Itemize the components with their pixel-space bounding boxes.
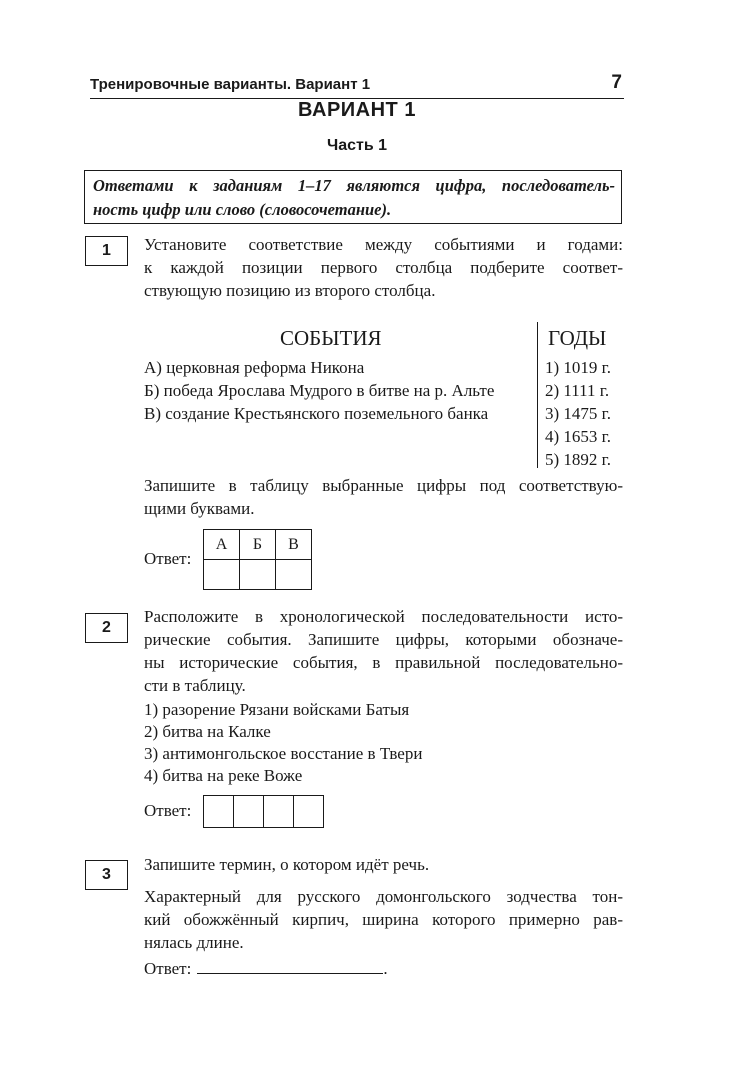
year-item: 2) 1111 г. <box>545 381 610 400</box>
task-number-badge: 2 <box>85 613 128 643</box>
task1-write-line: Запишите в таблицу выбранные цифры под соответствую- <box>144 476 623 495</box>
instruction-line: Ответами к заданиям 1–17 являются цифра, последователь- <box>93 176 615 195</box>
task3-answer-row <box>144 957 388 980</box>
answer-label: Ответ: <box>144 549 192 568</box>
answer-cell[interactable] <box>276 560 312 590</box>
event-item: А) церковная реформа Никона <box>144 358 365 377</box>
events-column-header: СОБЫТИЯ <box>280 326 382 350</box>
part-title: Часть 1 <box>326 137 388 154</box>
answer-label: Ответ: <box>144 801 192 820</box>
task1-write-line: щими буквами. <box>144 499 255 518</box>
task2-question-line: ны исторические события, в правильной последовательно- <box>144 653 623 672</box>
task2-answer-table <box>203 795 324 828</box>
answer-blank-field[interactable] <box>197 957 383 974</box>
task2-item: 3) антимонгольское восстание в Твери <box>144 744 423 763</box>
answer-cell[interactable] <box>294 796 324 828</box>
task1-question-line: ствующую позицию из второго столбца. <box>144 281 436 300</box>
task2-item: 1) разорение Рязани войсками Батыя <box>144 700 410 719</box>
task2-item: 4) битва на реке Воже <box>144 766 303 785</box>
answer-cell[interactable] <box>264 796 294 828</box>
event-item: Б) победа Ярослава Мудрого в битве на р. Альте <box>144 381 495 400</box>
task-number-badge: 3 <box>85 860 128 890</box>
task2-question-line: рические события. Запишите цифры, которыми обозначе- <box>144 630 623 649</box>
task-number-badge: 1 <box>85 236 128 266</box>
task2-item: 2) битва на Калке <box>144 722 271 741</box>
column-divider <box>537 322 538 468</box>
answer-cell[interactable] <box>204 796 234 828</box>
page-header <box>90 72 624 99</box>
table-header-cell: Б <box>240 530 276 560</box>
answer-cell[interactable] <box>204 560 240 590</box>
running-title: Тренировочные варианты. Вариант 1 <box>90 76 371 93</box>
answer-end-mark: . <box>383 959 388 978</box>
answer-cell[interactable] <box>234 796 264 828</box>
task2-question-line: Расположите в хронологической последовательности исто- <box>144 607 623 626</box>
year-item: 5) 1892 г. <box>545 450 611 469</box>
task3-question: Запишите термин, о котором идёт речь. <box>144 855 430 874</box>
year-item: 4) 1653 г. <box>545 427 611 446</box>
answer-label: Ответ: <box>144 959 192 978</box>
task2-question-line: сти в таблицу. <box>144 676 246 695</box>
task3-description-line: кий обожжённый кирпич, ширина которого примерно рав- <box>144 910 623 929</box>
page-number: 7 <box>611 72 622 93</box>
instruction-box <box>84 170 622 224</box>
event-item: В) создание Крестьянского поземельного банка <box>144 404 489 423</box>
year-item: 3) 1475 г. <box>545 404 611 423</box>
table-header-cell: А <box>204 530 240 560</box>
year-item: 1) 1019 г. <box>545 358 611 377</box>
answer-cell[interactable] <box>240 560 276 590</box>
task1-answer-table <box>203 529 312 590</box>
variant-title: ВАРИАНТ 1 <box>298 99 416 121</box>
years-column-header: ГОДЫ <box>548 326 607 350</box>
instruction-line: ность цифр или слово (словосочетание). <box>93 200 392 219</box>
task3-description-line: нялась длине. <box>144 933 244 952</box>
task1-question-line: к каждой позиции первого столбца подберите соответ- <box>144 258 623 277</box>
table-header-cell: В <box>276 530 312 560</box>
task1-question-line: Установите соответствие между событиями и годами: <box>144 235 623 254</box>
task3-description-line: Характерный для русского домонгольского зодчества тон- <box>144 887 623 906</box>
